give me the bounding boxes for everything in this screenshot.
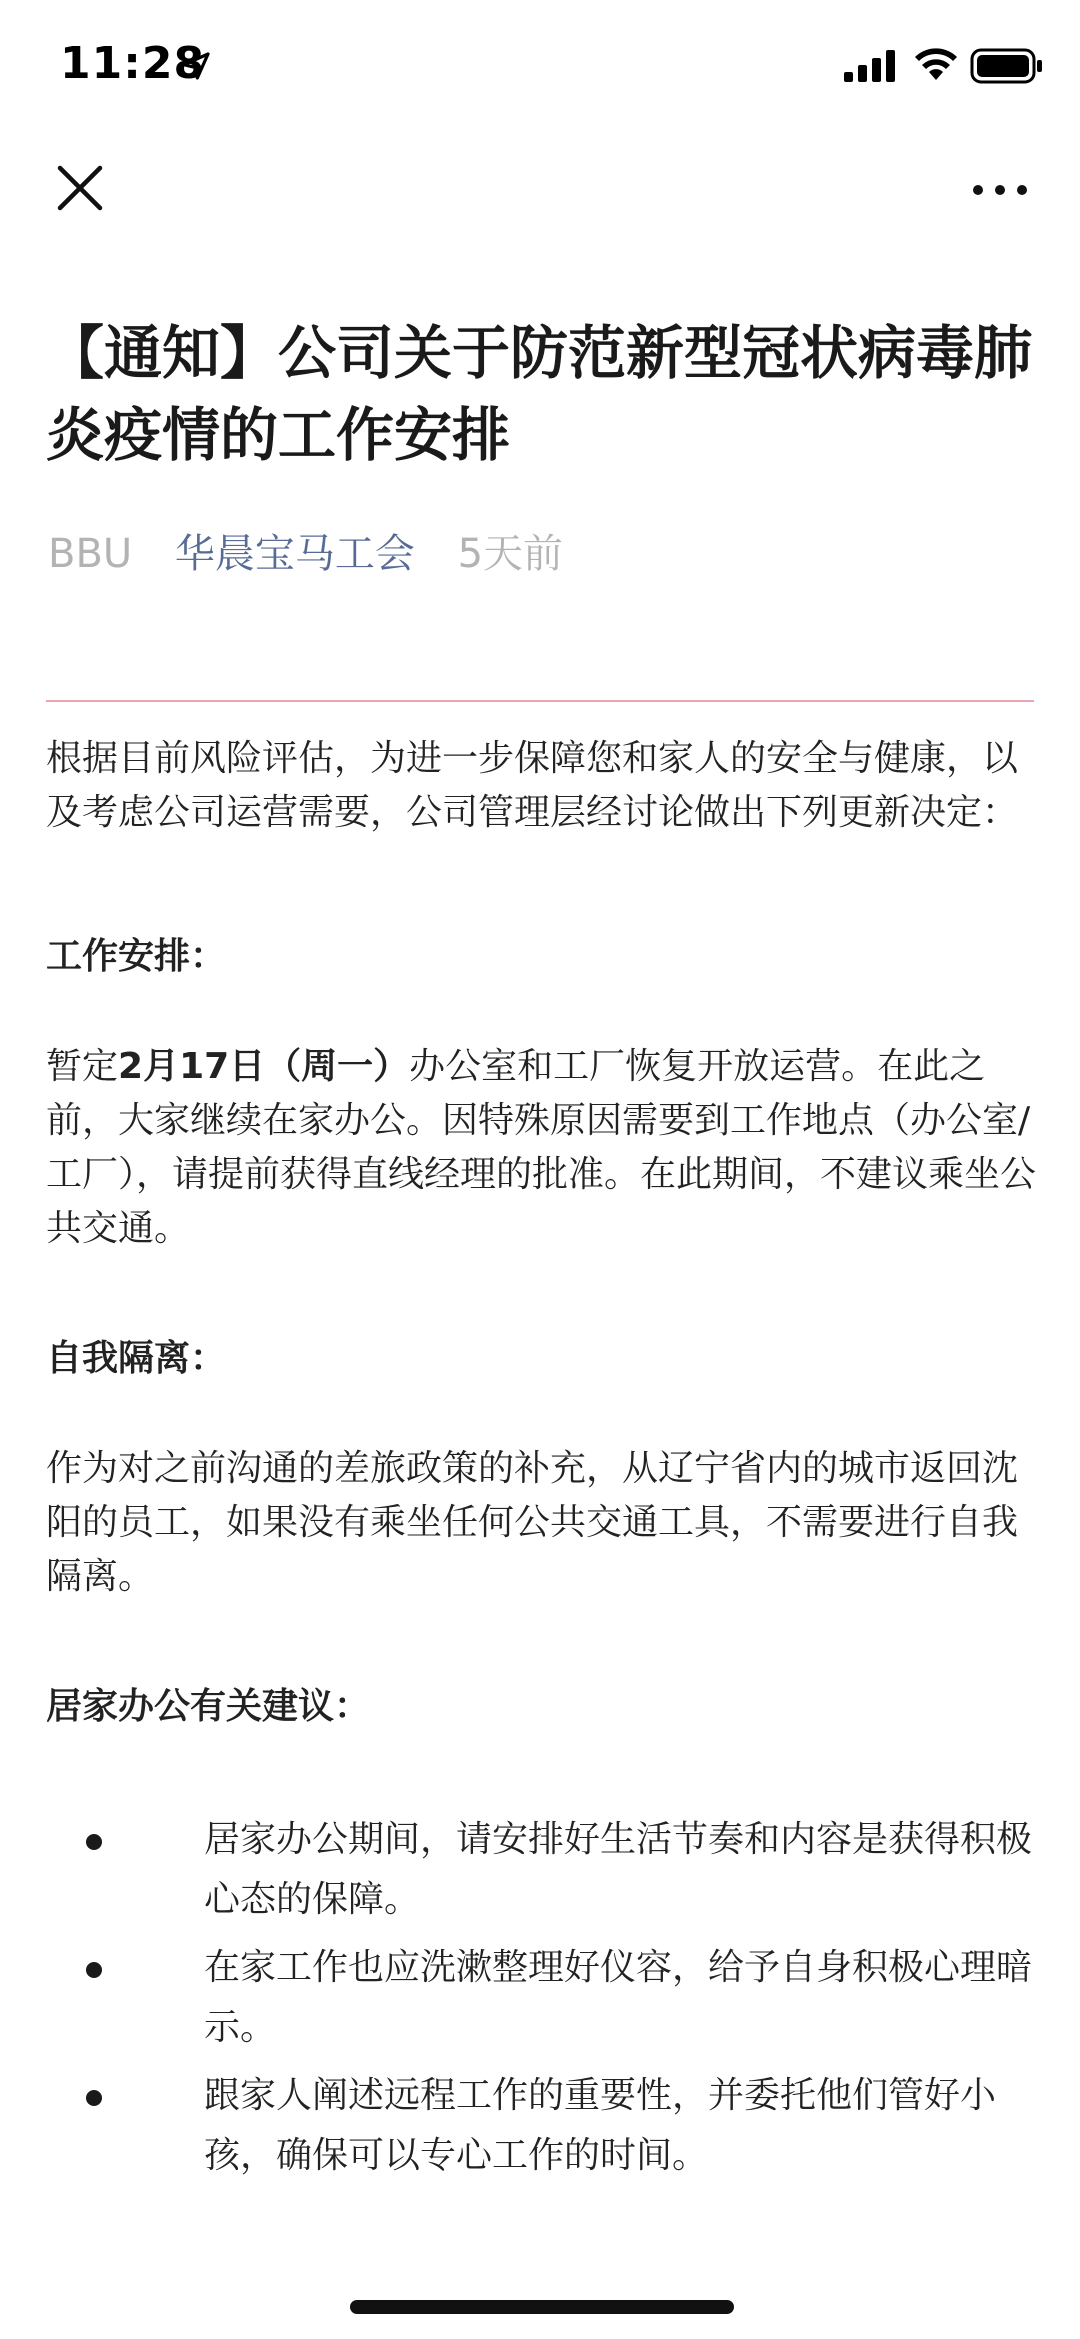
list-item	[46, 2066, 1036, 2186]
advice-text: 在家工作也应洗漱整理好仪容，给予自身积极心理暗示。	[204, 1947, 1033, 2048]
meta-source: BBU	[48, 531, 133, 577]
work-text-rest: 办公室和工厂恢复开放运营。在此之前，大家继续在家办公。因特殊原因需要到工作地点（办公室/工厂），请提前获得直线经理的批准。在此期间，不建议乘坐公共交通。	[46, 1046, 1037, 1249]
section-heading-home-office: 居家办公有关建议：	[46, 1686, 371, 1727]
section-heading-work: 工作安排：	[46, 936, 227, 977]
bullet-icon	[86, 2090, 102, 2106]
isolation-paragraph: 作为对之前沟通的差旅政策的补充，从辽宁省内的城市返回沈阳的员工，如果没有乘坐任何公共交通工具，不需要进行自我隔离。	[46, 1448, 1019, 1597]
bullet-icon	[86, 1962, 102, 1978]
battery-icon	[970, 48, 1044, 84]
more-options-button[interactable]	[970, 170, 1030, 210]
advice-text: 居家办公期间，请安排好生活节奏和内容是获得积极心态的保障。	[204, 1819, 1033, 1920]
list-item	[46, 1938, 1036, 2058]
home-indicator[interactable]	[350, 2300, 734, 2314]
cellular-signal-icon	[844, 50, 898, 82]
bullet-icon	[86, 1834, 102, 1850]
intro-paragraph: 根据目前风险评估，为进一步保障您和家人的安全与健康，以及考虑公司运营需要，公司管理层经讨论做出下列更新决定：	[46, 738, 1019, 833]
location-arrow-icon	[180, 50, 212, 82]
divider	[46, 700, 1034, 702]
section-heading-isolation: 自我隔离：	[46, 1338, 227, 1379]
advice-text: 跟家人阐述远程工作的重要性，并委托他们管好小孩，确保可以专心工作的时间。	[204, 2075, 997, 2176]
publish-time: 5天前	[457, 531, 564, 577]
article-meta	[48, 528, 593, 580]
work-date-bold: 2月17日（周一）	[118, 1046, 410, 1087]
work-arrangement-paragraph	[46, 1040, 1036, 1256]
wifi-icon	[912, 44, 960, 82]
close-button[interactable]	[52, 160, 108, 216]
work-text-prefix: 暂定	[46, 1046, 119, 1087]
account-name-link[interactable]: 华晨宝马工会	[174, 531, 415, 577]
article-title: 【通知】公司关于防范新型冠状病毒肺炎疫情的工作安排	[46, 319, 1033, 469]
list-item	[46, 1810, 1036, 1930]
status-bar	[0, 0, 1080, 130]
advice-list	[46, 1810, 1036, 2186]
article-body	[46, 732, 1036, 2194]
status-time: 11:28	[60, 38, 206, 89]
